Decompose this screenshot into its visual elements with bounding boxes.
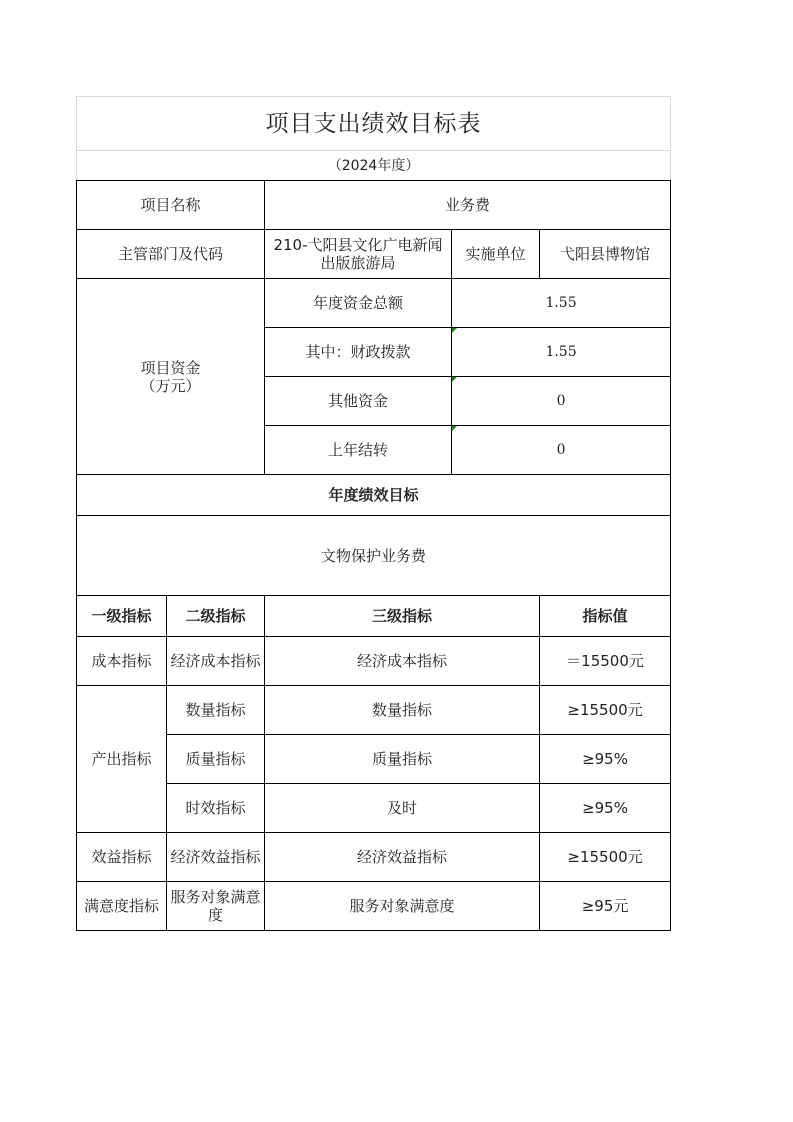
indicator-level2: 经济成本指标 [167, 637, 265, 686]
indicator-level3: 及时 [265, 784, 540, 833]
project-name-label: 项目名称 [77, 181, 265, 230]
indicator-level2: 经济效益指标 [167, 833, 265, 882]
performance-target-table [76, 96, 671, 931]
indicator-value: ≥15500元 [540, 686, 671, 735]
indicator-level3: 数量指标 [265, 686, 540, 735]
annual-goal-header: 年度绩效目标 [77, 475, 671, 516]
funds-row-value: 0 [452, 426, 671, 475]
funds-unit: （万元） [140, 376, 201, 395]
dept-label: 主管部门及代码 [77, 230, 265, 279]
comment-marker-icon [452, 377, 457, 382]
indicator-level1: 效益指标 [77, 833, 167, 882]
indicator-level3: 经济成本指标 [265, 637, 540, 686]
performance-target-sheet [76, 96, 670, 931]
indicator-level1: 成本指标 [77, 637, 167, 686]
project-name-value: 业务费 [265, 181, 671, 230]
funds-row-label: 上年结转 [265, 426, 452, 475]
indicator-value: ≥15500元 [540, 833, 671, 882]
funds-row-label: 其中：财政拨款 [265, 328, 452, 377]
funds-label: 项目资金 [140, 358, 201, 377]
funds-row-value: 0 [452, 377, 671, 426]
comment-marker-icon [452, 328, 457, 333]
indicator-level3: 经济效益指标 [265, 833, 540, 882]
indicator-level2: 服务对象满意度 [167, 882, 265, 931]
indicator-header-value: 指标值 [540, 596, 671, 637]
indicator-level3: 服务对象满意度 [265, 882, 540, 931]
indicator-level2: 数量指标 [167, 686, 265, 735]
funds-label-cell [77, 279, 265, 475]
year-label: （2024年度） [77, 151, 671, 181]
funds-row-value: 1.55 [452, 328, 671, 377]
funds-row-label: 年度资金总额 [265, 279, 452, 328]
indicator-level2: 时效指标 [167, 784, 265, 833]
indicator-value: ≥95% [540, 784, 671, 833]
indicator-value: ＝15500元 [540, 637, 671, 686]
indicator-level3: 质量指标 [265, 735, 540, 784]
indicator-value: ≥95% [540, 735, 671, 784]
indicator-header-level3: 三级指标 [265, 596, 540, 637]
funds-row-value: 1.55 [452, 279, 671, 328]
dept-value: 210-弋阳县文化广电新闻出版旅游局 [265, 230, 452, 279]
indicator-level2: 质量指标 [167, 735, 265, 784]
indicator-level1: 满意度指标 [77, 882, 167, 931]
indicator-value: ≥95元 [540, 882, 671, 931]
indicator-level1: 产出指标 [77, 686, 167, 833]
comment-marker-icon [452, 426, 457, 431]
annual-goal-content: 文物保护业务费 [77, 516, 671, 596]
indicator-header-level2: 二级指标 [167, 596, 265, 637]
funds-row-label: 其他资金 [265, 377, 452, 426]
impl-unit-label: 实施单位 [452, 230, 540, 279]
impl-unit-value: 弋阳县博物馆 [540, 230, 671, 279]
page-title: 项目支出绩效目标表 [77, 97, 671, 151]
indicator-header-level1: 一级指标 [77, 596, 167, 637]
